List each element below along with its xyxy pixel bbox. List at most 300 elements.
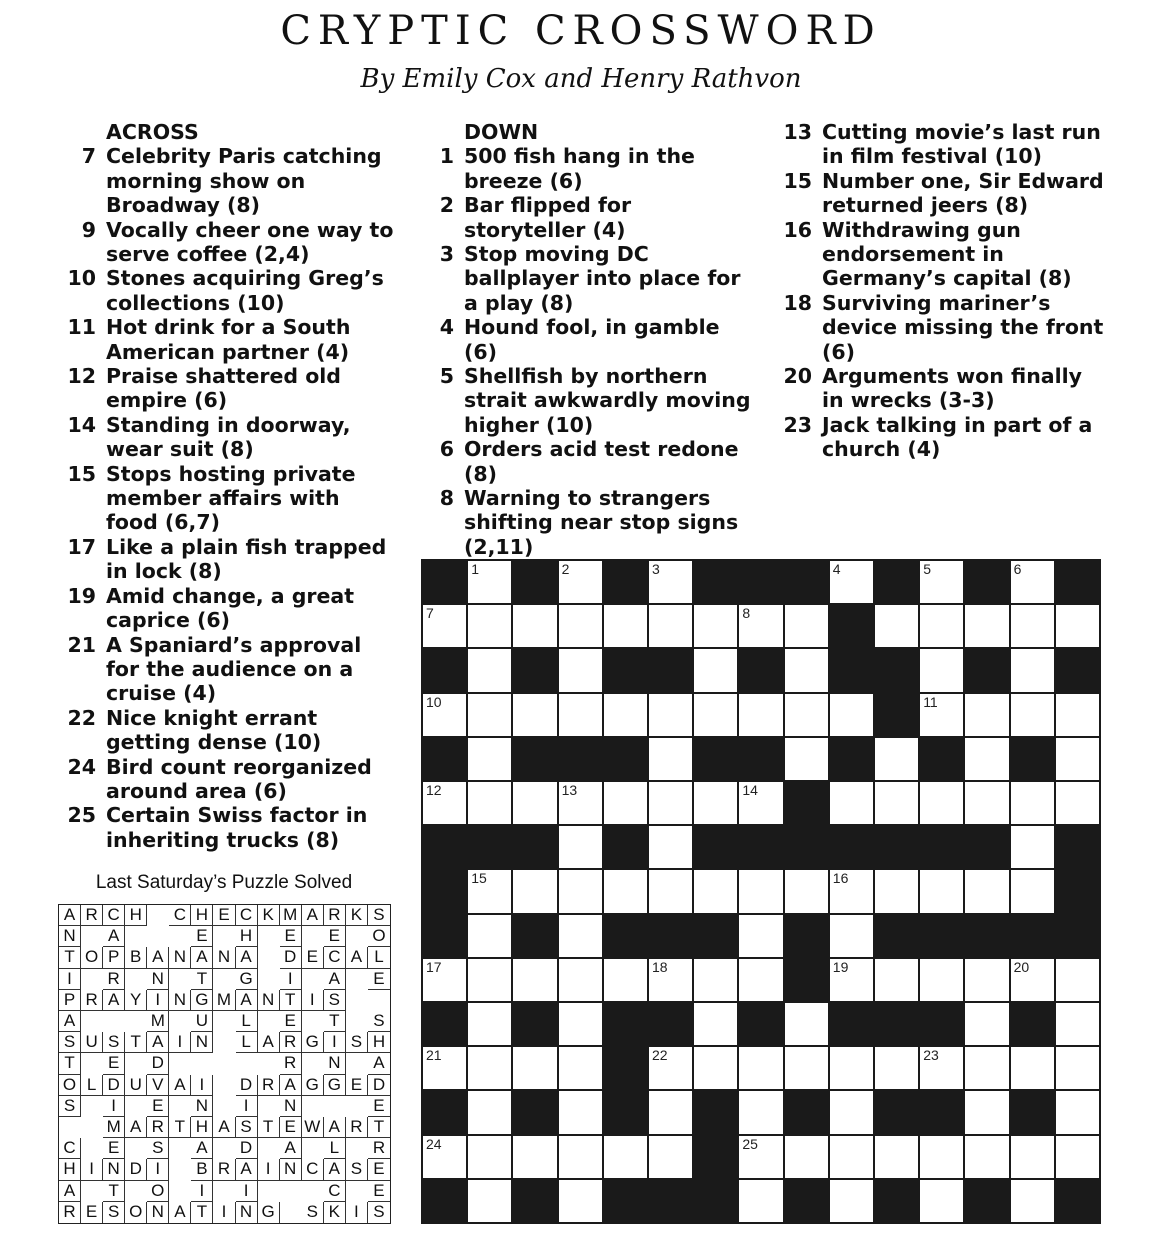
solution-letter: A <box>324 969 346 990</box>
grid-block <box>1011 738 1054 780</box>
grid-cell[interactable] <box>468 605 511 647</box>
solution-letter: D <box>280 947 302 968</box>
down-clues <box>418 120 753 559</box>
grid-cell[interactable] <box>965 1091 1008 1133</box>
grid-cell[interactable] <box>1056 738 1099 780</box>
grid-cell[interactable] <box>468 694 511 736</box>
solution-letter: E <box>368 1181 390 1202</box>
grid-cell[interactable] <box>468 1091 511 1133</box>
solution-block <box>169 1096 191 1117</box>
grid-cell[interactable] <box>423 959 466 1001</box>
grid-block <box>1056 826 1099 868</box>
grid-cell[interactable] <box>920 649 963 691</box>
grid-cell[interactable] <box>559 1091 602 1133</box>
grid-cell[interactable] <box>920 1136 963 1178</box>
solution-letter: R <box>147 1117 169 1138</box>
grid-cell[interactable] <box>875 738 918 780</box>
grid-cell[interactable] <box>830 1180 873 1222</box>
grid-cell[interactable] <box>965 605 1008 647</box>
grid-cell[interactable] <box>1011 561 1054 603</box>
grid-cell[interactable] <box>649 782 692 824</box>
solution-block <box>213 1096 235 1117</box>
grid-cell[interactable] <box>559 605 602 647</box>
clue-number: 20 <box>783 364 812 389</box>
solution-letter: D <box>236 1075 258 1096</box>
solution-letter: M <box>103 1117 125 1138</box>
grid-cell[interactable] <box>559 649 602 691</box>
grid-cell[interactable] <box>965 1003 1008 1045</box>
solution-letter: A <box>103 990 125 1011</box>
solution-letter: N <box>236 1202 258 1223</box>
grid-block <box>830 605 873 647</box>
grid-cell[interactable] <box>604 782 647 824</box>
solution-block <box>81 1181 103 1202</box>
grid-cell[interactable] <box>1056 605 1099 647</box>
solution-block <box>302 1096 324 1117</box>
grid-cell[interactable] <box>830 870 873 912</box>
grid-cell[interactable] <box>830 1136 873 1178</box>
solution-block <box>346 1096 368 1117</box>
grid-block <box>694 1180 737 1222</box>
grid-cell[interactable] <box>559 915 602 957</box>
grid-cell[interactable] <box>604 959 647 1001</box>
solution-letter: R <box>280 1032 302 1053</box>
solution-letter: T <box>191 1202 213 1223</box>
solution-block <box>280 1181 302 1202</box>
solution-block <box>213 1181 235 1202</box>
clue-across-12 <box>60 364 395 413</box>
grid-cell[interactable] <box>965 738 1008 780</box>
solution-letter: S <box>103 1032 125 1053</box>
solution-block <box>125 1138 147 1159</box>
solution-block <box>125 1011 147 1032</box>
grid-block <box>1056 915 1099 957</box>
grid-block <box>604 1003 647 1045</box>
grid-block <box>1056 870 1099 912</box>
solution-letter: I <box>213 1202 235 1223</box>
grid-cell[interactable] <box>875 605 918 647</box>
grid-cell[interactable] <box>1056 1003 1099 1045</box>
grid-cell[interactable] <box>649 1091 692 1133</box>
cell-number: 23 <box>923 1047 939 1064</box>
grid-cell[interactable] <box>513 1136 556 1178</box>
clue-text: Orders acid test redone (8) <box>464 437 739 486</box>
grid-cell[interactable] <box>965 1136 1008 1178</box>
solution-letter: I <box>191 1181 213 1202</box>
solution-letter: I <box>346 1202 368 1223</box>
clue-across-19 <box>60 584 395 633</box>
grid-cell[interactable] <box>785 1047 828 1089</box>
grid-cell[interactable] <box>468 738 511 780</box>
clue-down-mid-8 <box>418 486 753 559</box>
clue-across-24 <box>60 755 395 804</box>
solution-block <box>346 1011 368 1032</box>
solution-letter: I <box>280 969 302 990</box>
grid-cell[interactable] <box>830 782 873 824</box>
grid-cell[interactable] <box>965 959 1008 1001</box>
clue-down-mid-4 <box>418 315 753 364</box>
solution-letter: B <box>191 1159 213 1180</box>
grid-cell[interactable] <box>965 1047 1008 1089</box>
grid-cell[interactable] <box>739 1180 782 1222</box>
grid-cell[interactable] <box>875 1136 918 1178</box>
grid-cell[interactable] <box>604 694 647 736</box>
grid-cell[interactable] <box>965 782 1008 824</box>
grid-block <box>920 738 963 780</box>
grid-cell[interactable] <box>649 694 692 736</box>
grid-cell[interactable] <box>1011 605 1054 647</box>
grid-cell[interactable] <box>1011 649 1054 691</box>
grid-cell[interactable] <box>649 738 692 780</box>
solution-letter: E <box>368 1159 390 1180</box>
grid-cell[interactable] <box>649 959 692 1001</box>
grid-cell[interactable] <box>694 782 737 824</box>
clue-text: Like a plain fish trapped in lock (8) <box>106 534 387 584</box>
solution-block <box>258 1096 280 1117</box>
solution-block <box>81 1011 103 1032</box>
grid-cell[interactable] <box>513 782 556 824</box>
clue-number: 24 <box>67 754 96 779</box>
grid-cell[interactable] <box>468 959 511 1001</box>
solution-letter: C <box>103 905 125 926</box>
grid-cell[interactable] <box>830 959 873 1001</box>
grid-cell[interactable] <box>423 1047 466 1089</box>
grid-cell[interactable] <box>1011 1180 1054 1222</box>
solution-letter: O <box>59 1075 81 1096</box>
solution-letter: S <box>373 1201 385 1221</box>
grid-cell[interactable] <box>513 959 556 1001</box>
grid-cell[interactable] <box>920 561 963 603</box>
grid-block <box>604 649 647 691</box>
grid-cell[interactable] <box>468 649 511 691</box>
solution-letter: N <box>280 1096 302 1117</box>
grid-cell[interactable] <box>785 738 828 780</box>
grid-cell[interactable] <box>830 694 873 736</box>
grid-cell[interactable] <box>468 1047 511 1089</box>
grid-cell[interactable] <box>920 959 963 1001</box>
grid-cell[interactable] <box>1056 959 1099 1001</box>
grid-cell[interactable] <box>694 649 737 691</box>
solution-letter: S <box>324 990 346 1011</box>
clue-text: Stop moving DC ballplayer into place for a play (8) <box>464 242 741 315</box>
solution-block <box>258 1138 280 1159</box>
solution-block <box>213 1053 235 1074</box>
solution-letter: I <box>169 1032 191 1053</box>
solution-block <box>346 1181 368 1202</box>
grid-block <box>423 826 466 868</box>
grid-cell[interactable] <box>785 870 828 912</box>
grid-block <box>513 915 556 957</box>
solution-letter: H <box>125 905 147 926</box>
grid-cell[interactable] <box>739 1047 782 1089</box>
grid-cell[interactable] <box>513 1047 556 1089</box>
grid-cell[interactable] <box>1011 694 1054 736</box>
grid-cell[interactable] <box>1011 870 1054 912</box>
grid-cell[interactable] <box>1056 1047 1099 1089</box>
grid-cell[interactable] <box>739 605 782 647</box>
grid-cell[interactable] <box>649 1047 692 1089</box>
grid-block <box>513 738 556 780</box>
grid-cell[interactable] <box>694 605 737 647</box>
grid-cell[interactable] <box>604 870 647 912</box>
solution-block <box>302 1053 324 1074</box>
clue-number: 19 <box>67 583 96 608</box>
grid-cell[interactable] <box>875 782 918 824</box>
grid-cell[interactable] <box>1056 1136 1099 1178</box>
across-clues <box>60 120 395 852</box>
clue-text: 500 fish hang in the breeze (6) <box>464 144 695 193</box>
grid-cell[interactable] <box>1056 1091 1099 1133</box>
solution-letter: E <box>280 926 302 947</box>
grid-block <box>1056 649 1099 691</box>
grid-block <box>965 1180 1008 1222</box>
grid-cell[interactable] <box>920 870 963 912</box>
grid-cell[interactable] <box>559 561 602 603</box>
solution-block <box>258 1181 280 1202</box>
grid-cell[interactable] <box>1011 1136 1054 1178</box>
grid-cell[interactable] <box>559 826 602 868</box>
solution-letter: S <box>368 905 390 926</box>
solution-block <box>125 926 147 947</box>
grid-cell[interactable] <box>513 694 556 736</box>
grid-cell[interactable] <box>559 870 602 912</box>
cell-number: 24 <box>426 1135 442 1152</box>
clue-number: 13 <box>783 120 812 144</box>
grid-cell[interactable] <box>559 782 602 824</box>
cell-number: 3 <box>652 561 660 577</box>
grid-cell[interactable] <box>1056 694 1099 736</box>
grid-block <box>468 826 511 868</box>
clue-number: 25 <box>67 803 96 828</box>
grid-cell[interactable] <box>649 870 692 912</box>
solution-letter: R <box>103 969 125 990</box>
solution-letter: S <box>236 1117 258 1138</box>
cell-number: 13 <box>561 782 578 798</box>
grid-cell[interactable] <box>468 1136 511 1178</box>
solution-letter: N <box>258 990 280 1011</box>
grid-cell[interactable] <box>830 1091 873 1133</box>
solution-block <box>213 1032 235 1053</box>
grid-cell[interactable] <box>559 1047 602 1089</box>
grid-cell[interactable] <box>785 1003 828 1045</box>
down-clue-list <box>418 144 753 559</box>
cell-number: 25 <box>742 1135 758 1152</box>
grid-cell[interactable] <box>920 1047 963 1089</box>
grid-cell[interactable] <box>739 959 782 1001</box>
grid-cell[interactable] <box>559 694 602 736</box>
grid-cell[interactable] <box>468 870 511 912</box>
grid-cell[interactable] <box>1011 1047 1054 1089</box>
grid-cell[interactable] <box>875 870 918 912</box>
solution-letter: A <box>191 947 213 968</box>
clue-text: Praise shattered old empire (6) <box>106 364 341 413</box>
grid-block <box>875 1091 918 1133</box>
solution-block <box>258 926 280 947</box>
grid-cell[interactable] <box>739 1091 782 1133</box>
grid-cell[interactable] <box>830 561 873 603</box>
grid-cell[interactable] <box>965 694 1008 736</box>
grid-cell[interactable] <box>604 605 647 647</box>
cell-number: 10 <box>426 693 442 710</box>
grid-cell[interactable] <box>694 694 737 736</box>
clue-number: 9 <box>81 217 96 242</box>
solution-block <box>81 1053 103 1074</box>
solution-letter: N <box>147 969 169 990</box>
grid-cell[interactable] <box>559 1136 602 1178</box>
crossword-grid[interactable] <box>421 559 1101 1224</box>
grid-block <box>694 915 737 957</box>
solution-letter: C <box>324 1181 346 1202</box>
solution-block <box>81 1138 103 1159</box>
clue-number: 12 <box>67 364 96 389</box>
solution-letter: G <box>324 1075 346 1096</box>
solution-block <box>302 1181 324 1202</box>
grid-cell[interactable] <box>1011 782 1054 824</box>
grid-cell[interactable] <box>694 870 737 912</box>
solution-letter: U <box>125 1075 147 1096</box>
grid-cell[interactable] <box>785 1136 828 1178</box>
grid-cell[interactable] <box>423 605 466 647</box>
grid-cell[interactable] <box>739 782 782 824</box>
grid-cell[interactable] <box>1011 959 1054 1001</box>
solution-block <box>147 926 169 947</box>
grid-cell[interactable] <box>604 1136 647 1178</box>
grid-block <box>875 826 918 868</box>
solution-letter: L <box>368 947 390 968</box>
solution-block <box>169 969 191 990</box>
solution-letter: O <box>368 926 390 947</box>
grid-cell[interactable] <box>920 1180 963 1222</box>
solution-letter: R <box>59 1202 81 1223</box>
cell-number: 19 <box>832 958 849 975</box>
clue-text: Certain Swiss factor in inheriting trucks (8) <box>106 803 368 852</box>
grid-cell[interactable] <box>694 1047 737 1089</box>
grid-cell[interactable] <box>468 561 511 603</box>
grid-block <box>649 1180 692 1222</box>
grid-cell[interactable] <box>468 1180 511 1222</box>
grid-cell[interactable] <box>830 1047 873 1089</box>
cell-number: 17 <box>426 958 442 975</box>
grid-cell[interactable] <box>649 561 692 603</box>
solution-letter: C <box>169 905 191 926</box>
solution-letter: R <box>324 905 346 926</box>
solution-letter: B <box>125 947 147 968</box>
grid-cell[interactable] <box>468 782 511 824</box>
clue-text: Vocally cheer one way to serve coffee (2,4) <box>106 217 394 267</box>
solution-block <box>258 947 280 968</box>
grid-block <box>604 1091 647 1133</box>
grid-cell[interactable] <box>785 649 828 691</box>
grid-cell[interactable] <box>785 605 828 647</box>
grid-cell[interactable] <box>423 782 466 824</box>
solution-letter: I <box>236 1096 258 1117</box>
grid-cell[interactable] <box>649 826 692 868</box>
grid-cell[interactable] <box>739 915 782 957</box>
solution-letter: N <box>191 1032 213 1053</box>
grid-cell[interactable] <box>559 1003 602 1045</box>
grid-cell[interactable] <box>513 870 556 912</box>
grid-cell[interactable] <box>920 605 963 647</box>
grid-block <box>423 738 466 780</box>
solution-block <box>302 1138 324 1159</box>
grid-block <box>1056 1180 1099 1222</box>
grid-cell[interactable] <box>1056 782 1099 824</box>
grid-cell[interactable] <box>468 915 511 957</box>
grid-cell[interactable] <box>875 1047 918 1089</box>
grid-cell[interactable] <box>920 782 963 824</box>
clue-number: 6 <box>439 437 454 462</box>
grid-cell[interactable] <box>965 870 1008 912</box>
solution-letter: S <box>59 1032 81 1053</box>
solution-letter: M <box>147 1011 169 1032</box>
solution-block <box>169 1011 191 1032</box>
grid-cell[interactable] <box>423 694 466 736</box>
cell-number: 6 <box>1013 561 1022 577</box>
grid-cell[interactable] <box>920 694 963 736</box>
solution-block <box>81 969 103 990</box>
cell-number: 20 <box>1013 958 1030 975</box>
solution-block <box>346 969 368 990</box>
grid-block <box>423 1003 466 1045</box>
solution-letter: W <box>302 1117 324 1138</box>
grid-cell[interactable] <box>468 1003 511 1045</box>
grid-block <box>739 826 782 868</box>
solution-block <box>213 1011 235 1032</box>
grid-cell[interactable] <box>785 694 828 736</box>
grid-cell[interactable] <box>739 1136 782 1178</box>
grid-cell[interactable] <box>1011 826 1054 868</box>
clue-down-right-20 <box>776 364 1106 413</box>
grid-block <box>423 1180 466 1222</box>
solution-letter: A <box>147 1032 169 1053</box>
grid-cell[interactable] <box>694 959 737 1001</box>
grid-block <box>1011 1003 1054 1045</box>
grid-cell[interactable] <box>559 959 602 1001</box>
solution-block <box>125 1096 147 1117</box>
grid-block <box>785 782 828 824</box>
grid-cell[interactable] <box>649 605 692 647</box>
clue-text: Hound fool, in gamble (6) <box>464 315 720 364</box>
cell-number: 18 <box>652 958 668 975</box>
solution-letter: O <box>147 1181 169 1202</box>
grid-block <box>513 561 556 603</box>
grid-block <box>649 915 692 957</box>
grid-cell[interactable] <box>559 1180 602 1222</box>
grid-cell[interactable] <box>739 694 782 736</box>
grid-cell[interactable] <box>830 915 873 957</box>
grid-cell[interactable] <box>694 1003 737 1045</box>
clue-number: 15 <box>67 461 96 486</box>
grid-cell[interactable] <box>649 1136 692 1178</box>
grid-cell[interactable] <box>423 1136 466 1178</box>
clue-text: Number one, Sir Edward returned jeers (8) <box>822 168 1104 218</box>
solution-letter: M <box>213 990 235 1011</box>
cell-number: 4 <box>832 561 841 577</box>
solution-title: Last Saturday’s Puzzle Solved <box>95 872 353 893</box>
solution-letter: H <box>236 926 258 947</box>
solution-block <box>302 926 324 947</box>
cell-number: 15 <box>471 870 487 887</box>
grid-block <box>604 738 647 780</box>
grid-cell[interactable] <box>739 870 782 912</box>
solution-letter: T <box>368 1117 390 1138</box>
grid-cell[interactable] <box>513 605 556 647</box>
solution-block <box>59 1117 81 1138</box>
clue-text: Warning to strangers shifting near stop signs (2,11) <box>464 486 739 559</box>
solution-letter: O <box>125 1202 147 1223</box>
grid-cell[interactable] <box>875 959 918 1001</box>
solution-letter: A <box>368 1053 390 1074</box>
